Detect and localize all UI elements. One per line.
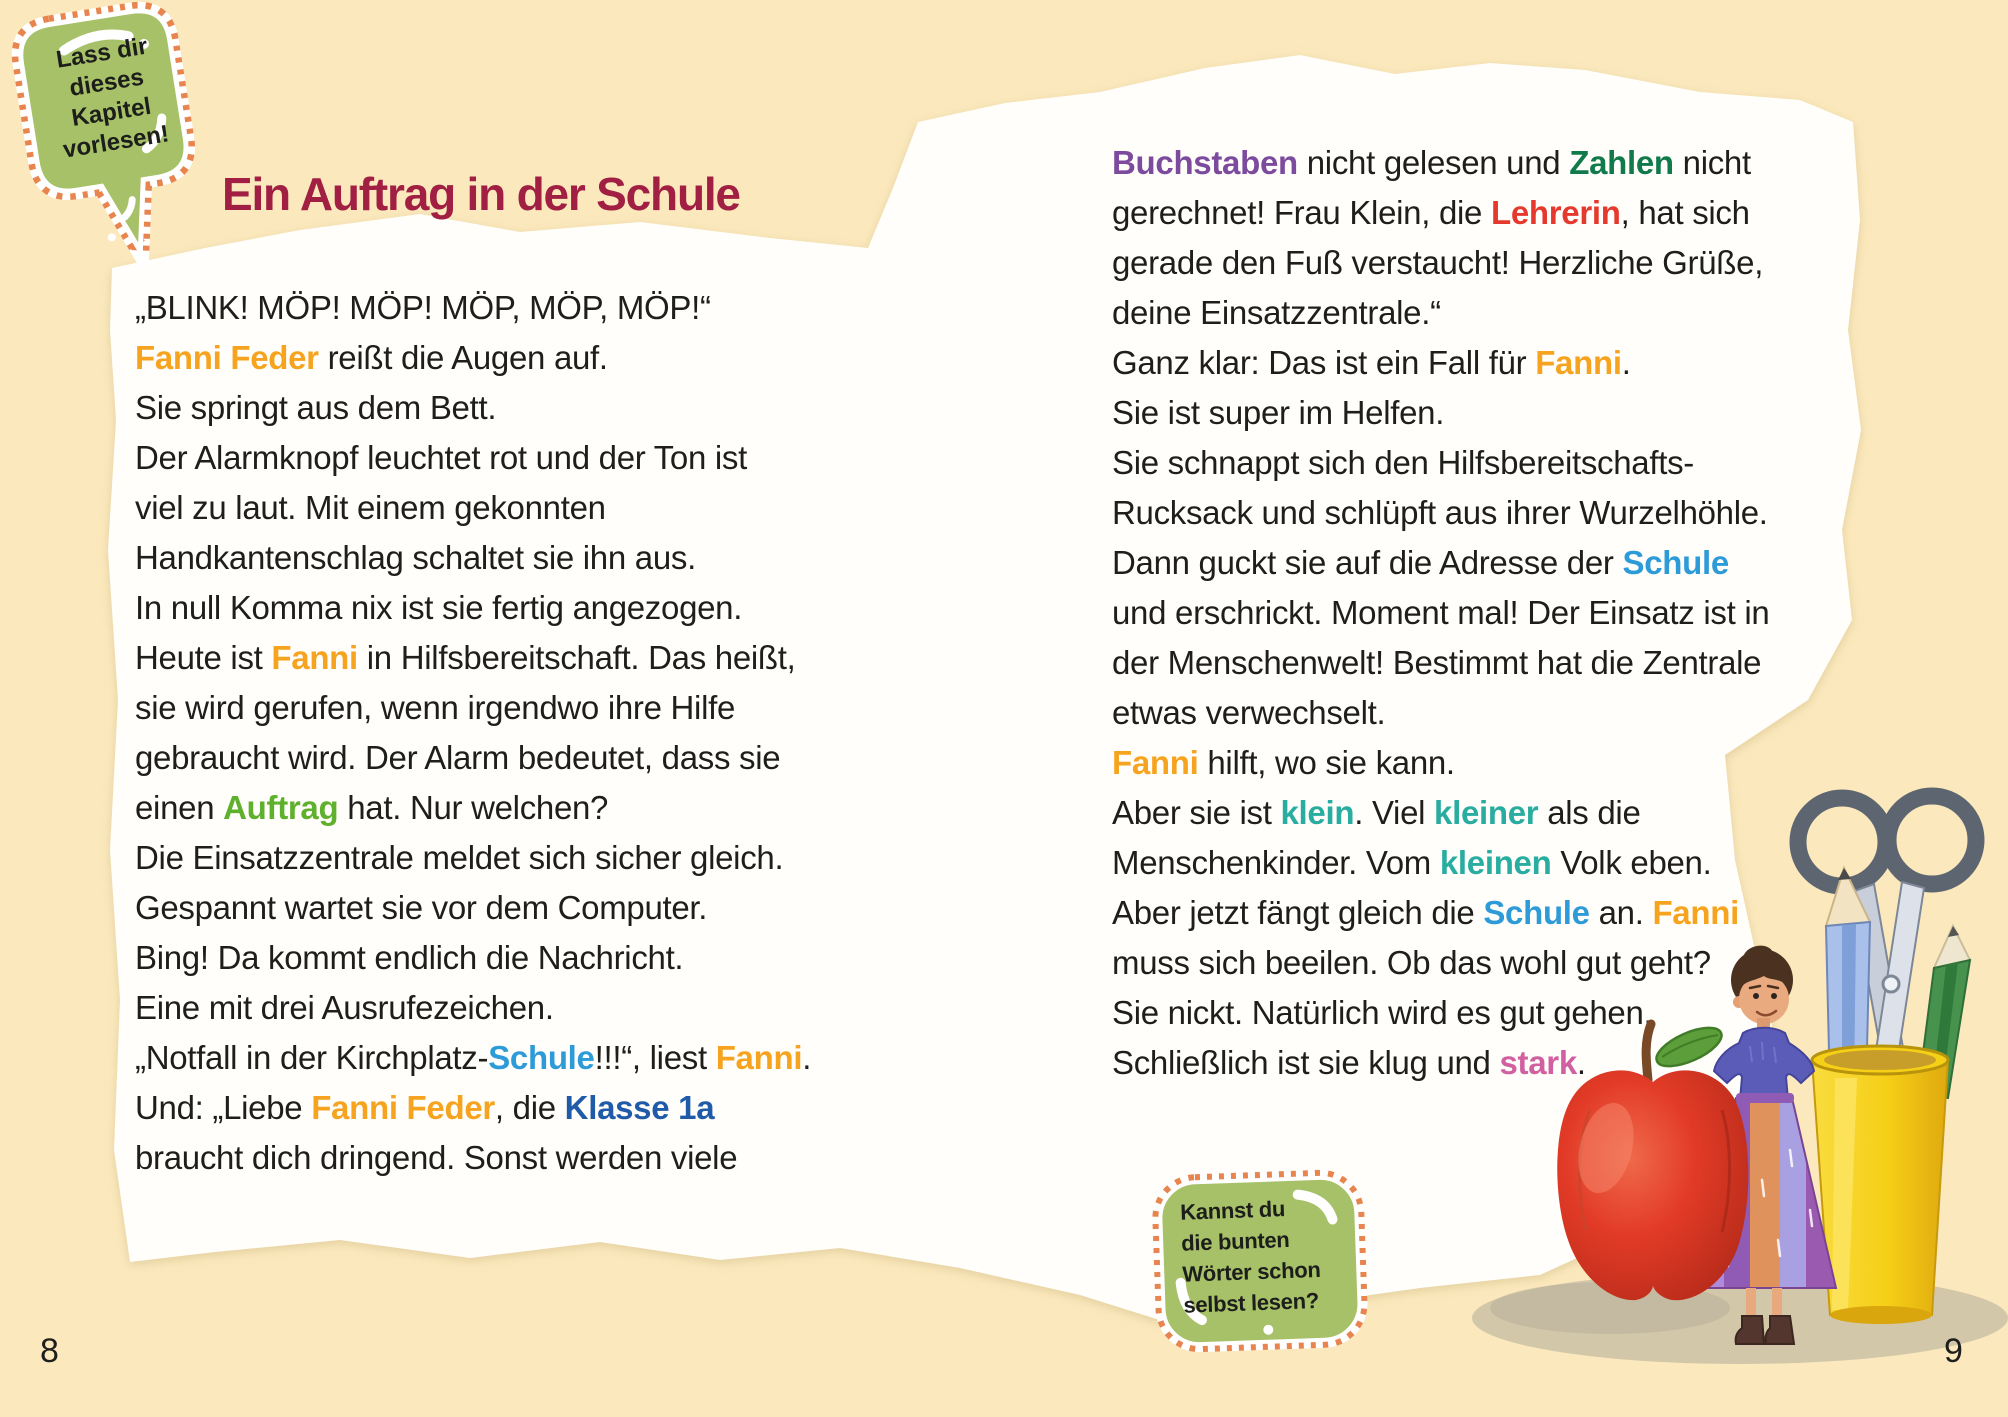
highlighted-word: Fanni [1112, 744, 1199, 781]
highlighted-word: Fanni [271, 639, 358, 676]
text-line [135, 933, 811, 983]
story-text: Dann guckt sie auf die Adresse der [1112, 544, 1623, 581]
highlighted-word: Buchstaben [1112, 144, 1298, 181]
highlighted-word: Fanni Feder [135, 339, 319, 376]
highlighted-word: Fanni [715, 1039, 803, 1076]
story-text: der Menschenwelt! Bestimmt hat die Zentrale [1112, 644, 1762, 681]
story-text: Rucksack und schlüpft aus ihrer Wurzelhöhle. [1112, 494, 1768, 531]
story-text: in Hilfsbereitschaft. Das heißt, [357, 639, 796, 676]
text-line [1112, 588, 1769, 638]
text-line [135, 1133, 811, 1183]
story-text: , hat sich [1620, 194, 1750, 231]
story-text: „BLINK! MÖP! MÖP! MÖP, MÖP, MÖP!“ [135, 289, 711, 326]
illustration [1440, 730, 2008, 1390]
story-text: deine Einsatzzentrale.“ [1112, 294, 1441, 331]
highlighted-word: kleinen [1439, 844, 1552, 881]
story-text: gerechnet! Frau Klein, die [1112, 194, 1491, 231]
story-text: hilft, wo sie kann. [1198, 744, 1455, 781]
badge-line: Kapitel [69, 92, 153, 132]
story-text: Sie schnappt sich den Hilfsbereitschafts- [1112, 444, 1694, 481]
chapter-title: Ein Auftrag in der Schule [222, 167, 740, 220]
text-line [135, 633, 811, 683]
text-line [135, 383, 811, 433]
text-line [135, 1083, 811, 1133]
highlighted-word: Fanni Feder [311, 1089, 495, 1126]
story-text: und erschrickt. Moment mal! Der Einsatz ist in [1112, 594, 1770, 631]
badge-line: Lass dir [54, 32, 150, 74]
story-text: als die [1538, 794, 1641, 831]
story-text: Und: „Liebe [135, 1089, 312, 1126]
reader-question-badge-text [1180, 1191, 1354, 1321]
text-line [135, 583, 811, 633]
story-text: Der Alarmknopf leuchtet rot und der Ton ist [135, 439, 747, 476]
story-text: !!!“, liest [594, 1039, 716, 1076]
story-text: . [1621, 344, 1631, 381]
highlighted-word: Lehrerin [1490, 194, 1621, 231]
story-text: nicht [1673, 144, 1751, 181]
text-line [1112, 338, 1769, 388]
text-line [1112, 488, 1769, 538]
story-text: Sie nickt. Natürlich wird es gut gehen. [1112, 994, 1653, 1031]
text-line [1112, 138, 1769, 188]
read-aloud-badge [0, 0, 250, 285]
badge-line: vorlesen! [61, 120, 171, 164]
story-text: Gespannt wartet sie vor dem Computer. [135, 889, 708, 926]
badge-line: selbst lesen? [1182, 1287, 1320, 1318]
badge-line: Kannst du [1179, 1196, 1286, 1225]
highlighted-word: Auftrag [223, 789, 339, 826]
text-line [135, 483, 811, 533]
highlighted-word: kleiner [1434, 794, 1539, 831]
text-line [135, 783, 811, 833]
badge-line: die bunten [1180, 1226, 1290, 1256]
text-line [135, 983, 811, 1033]
text-line [1112, 638, 1769, 688]
story-text: hat. Nur welchen? [338, 789, 609, 826]
story-text: Menschenkinder. Vom [1112, 844, 1440, 881]
story-text: , die [494, 1089, 565, 1126]
page-number-left: 8 [40, 1332, 59, 1370]
story-text: an. [1589, 894, 1653, 931]
text-line [1112, 438, 1769, 488]
story-text: gebraucht wird. Der Alarm bedeutet, dass sie [135, 739, 781, 776]
text-line [135, 433, 811, 483]
story-text: Sie springt aus dem Bett. [135, 389, 497, 426]
story-text: reißt die Augen auf. [318, 339, 608, 376]
highlighted-word: stark [1499, 1044, 1577, 1081]
text-line [1112, 288, 1769, 338]
page-number-right: 9 [1944, 1332, 1963, 1370]
story-text: Heute ist [135, 639, 272, 676]
story-text: etwas verwechselt. [1112, 694, 1386, 731]
story-text: Volk eben. [1551, 844, 1712, 881]
text-line [1112, 238, 1769, 288]
story-text: Sie ist super im Helfen. [1112, 394, 1445, 431]
highlighted-word: Klasse 1a [564, 1089, 715, 1126]
text-line [135, 733, 811, 783]
text-line [1112, 388, 1769, 438]
badge-line: dieses [67, 63, 146, 102]
text-line [135, 333, 811, 383]
story-text: „Notfall in der Kirchplatz- [135, 1039, 489, 1076]
story-text: sie wird gerufen, wenn irgendwo ihre Hilfe [135, 689, 736, 726]
highlighted-word: Fanni [1652, 894, 1739, 931]
story-text: nicht gelesen und [1297, 144, 1570, 181]
text-line [135, 883, 811, 933]
highlighted-word: klein [1280, 794, 1355, 831]
highlighted-word: Zahlen [1569, 144, 1674, 181]
story-text: braucht dich dringend. Sonst werden viele [135, 1139, 738, 1176]
story-text: Schließlich ist sie klug und [1112, 1044, 1500, 1081]
highlighted-word: Schule [488, 1039, 595, 1076]
text-line [135, 283, 811, 333]
highlighted-word: Schule [1622, 544, 1729, 581]
story-text: viel zu laut. Mit einem gekonnten [135, 489, 606, 526]
story-text: Aber sie ist [1112, 794, 1281, 831]
story-text: einen [135, 789, 224, 826]
story-text: . Viel [1354, 794, 1435, 831]
story-text: gerade den Fuß verstaucht! Herzliche Grüße, [1112, 244, 1764, 281]
text-line [135, 833, 811, 883]
story-text: Bing! Da kommt endlich die Nachricht. [135, 939, 684, 976]
highlighted-word: Fanni [1535, 344, 1622, 381]
text-line [135, 533, 811, 583]
read-aloud-badge-text [28, 27, 191, 168]
story-text: Die Einsatzzentrale meldet sich sicher gleich. [135, 839, 784, 876]
story-text: Ganz klar: Das ist ein Fall für [1112, 344, 1536, 381]
story-text: Aber jetzt fängt gleich die [1112, 894, 1484, 931]
story-text: In null Komma nix ist sie fertig angezogen. [135, 589, 743, 626]
story-text: . [1576, 1044, 1586, 1081]
text-line [135, 683, 811, 733]
left-page-text [135, 283, 811, 1183]
text-line [1112, 538, 1769, 588]
highlighted-word: Schule [1483, 894, 1590, 931]
story-text: . [802, 1039, 812, 1076]
reader-question-badge [1145, 1164, 1375, 1362]
story-text: Handkantenschlag schaltet sie ihn aus. [135, 539, 696, 576]
text-line [1112, 188, 1769, 238]
story-text: Eine mit drei Ausrufezeichen. [135, 989, 554, 1026]
text-line [135, 1033, 811, 1083]
story-text: muss sich beeilen. Ob das wohl gut geht? [1112, 944, 1711, 981]
badge-line: Wörter schon [1181, 1256, 1321, 1287]
